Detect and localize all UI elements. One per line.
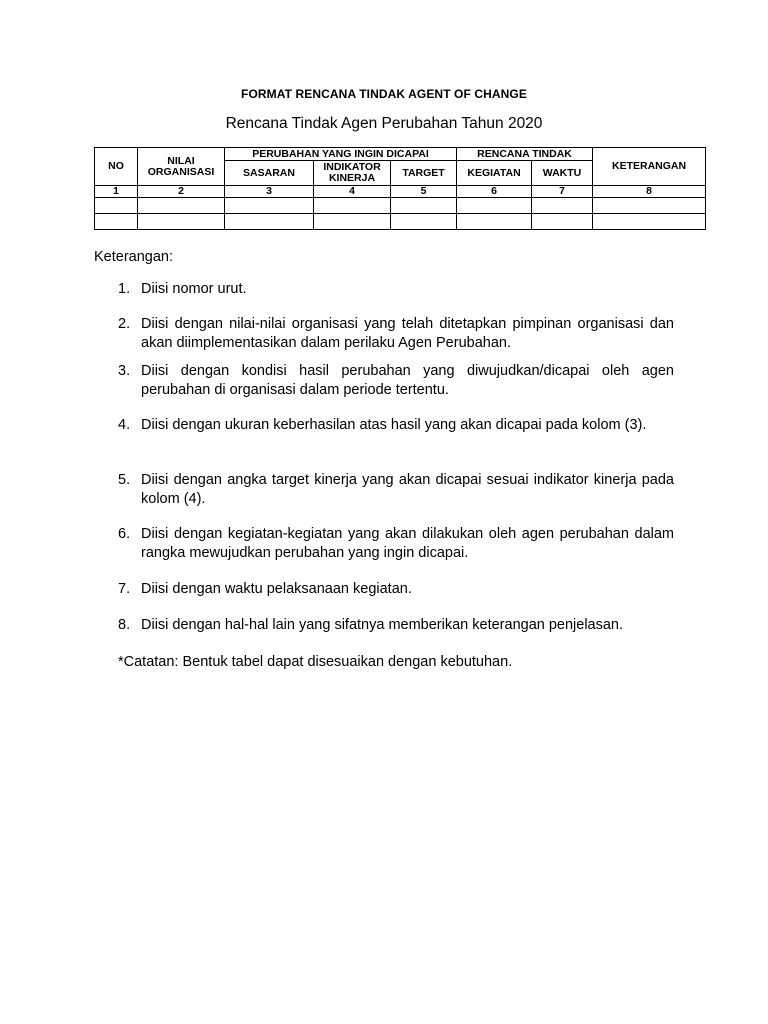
document-title: FORMAT RENCANA TINDAK AGENT OF CHANGE: [241, 87, 527, 101]
header-waktu: WAKTU: [532, 161, 593, 186]
table-cell: [95, 214, 138, 230]
table-cell: [593, 214, 706, 230]
column-number: 1: [95, 186, 138, 198]
list-item-text: Diisi nomor urut.: [141, 281, 247, 297]
table-cell: [138, 214, 225, 230]
header-target: TARGET: [391, 161, 457, 186]
list-item-text: Diisi dengan hal-hal lain yang sifatnya memberikan keterangan penjelasan.: [141, 617, 624, 633]
document-subtitle: Rencana Tindak Agen Perubahan Tahun 2020: [225, 115, 543, 132]
header-keterangan: KETERANGAN: [593, 148, 706, 186]
table-cell: [593, 198, 706, 214]
list-item: [118, 580, 674, 599]
list-item-text: Diisi dengan kondisi hasil perubahan yang diwujudkan/dicapai oleh agen perubahan di organisasi dalam periode tertentu.: [141, 363, 674, 398]
list-item: [118, 416, 674, 435]
column-number: 7: [532, 186, 593, 198]
header-indikator-kinerja: INDIKATOR KINERJA: [314, 161, 391, 186]
list-item: [118, 616, 674, 635]
column-number: 6: [457, 186, 532, 198]
list-item-number: 8.: [118, 617, 131, 633]
list-item-number: 3.: [118, 363, 131, 379]
list-item: [118, 315, 674, 352]
table-cell: [391, 198, 457, 214]
table-cell: [457, 214, 532, 230]
list-item-text: Diisi dengan ukuran keberhasilan atas hasil yang akan dicapai pada kolom (3).: [141, 417, 647, 433]
header-rencana-group: RENCANA TINDAK: [457, 148, 593, 161]
notes-label: Keterangan:: [94, 249, 174, 265]
list-item-text: Diisi dengan nilai-nilai organisasi yang telah ditetapkan pimpinan organisasi dan akan diimplementasikan dalam perilaku Agen Perubahan.: [141, 316, 674, 351]
list-item: [118, 525, 674, 562]
column-number: 4: [314, 186, 391, 198]
list-item: [118, 280, 674, 299]
table-header-row: [95, 148, 706, 161]
header-kegiatan: KEGIATAN: [457, 161, 532, 186]
list-item-number: 4.: [118, 417, 131, 433]
table-column-number-row: [95, 186, 706, 198]
table-cell: [532, 198, 593, 214]
column-number: 8: [593, 186, 706, 198]
table-cell: [138, 198, 225, 214]
list-item-text: Diisi dengan kegiatan-kegiatan yang akan dilakukan oleh agen perubahan dalam rangka mewujudkan perubahan yang ingin dicapai.: [141, 526, 674, 561]
list-item-text: Diisi dengan angka target kinerja yang akan dicapai sesuai indikator kinerja pada kolom (4).: [141, 472, 674, 507]
list-item-number: 7.: [118, 581, 131, 597]
table-cell: [314, 214, 391, 230]
list-item-number: 5.: [118, 472, 131, 488]
column-number: 5: [391, 186, 457, 198]
table-cell: [457, 198, 532, 214]
table-cell: [95, 198, 138, 214]
header-perubahan-group: PERUBAHAN YANG INGIN DICAPAI: [225, 148, 457, 161]
table-cell: [225, 214, 314, 230]
table-cell: [314, 198, 391, 214]
footnote: *Catatan: Bentuk tabel dapat disesuaikan dengan kebutuhan.: [118, 654, 513, 670]
list-item-number: 2.: [118, 316, 131, 332]
column-number: 2: [138, 186, 225, 198]
table-row-empty: [95, 214, 706, 230]
header-no: NO: [95, 148, 138, 186]
table-cell: [225, 198, 314, 214]
table-row-empty: [95, 198, 706, 214]
table-cell: [391, 214, 457, 230]
column-number: 3: [225, 186, 314, 198]
table-cell: [532, 214, 593, 230]
list-item-number: 1.: [118, 281, 131, 297]
header-sasaran: SASARAN: [225, 161, 314, 186]
header-nilai-organisasi: NILAI ORGANISASI: [138, 148, 225, 186]
list-item-number: 6.: [118, 526, 131, 542]
list-item: [118, 471, 674, 508]
action-plan-table: [94, 147, 706, 230]
list-item-text: Diisi dengan waktu pelaksanaan kegiatan.: [141, 581, 412, 597]
list-item: [118, 362, 674, 399]
